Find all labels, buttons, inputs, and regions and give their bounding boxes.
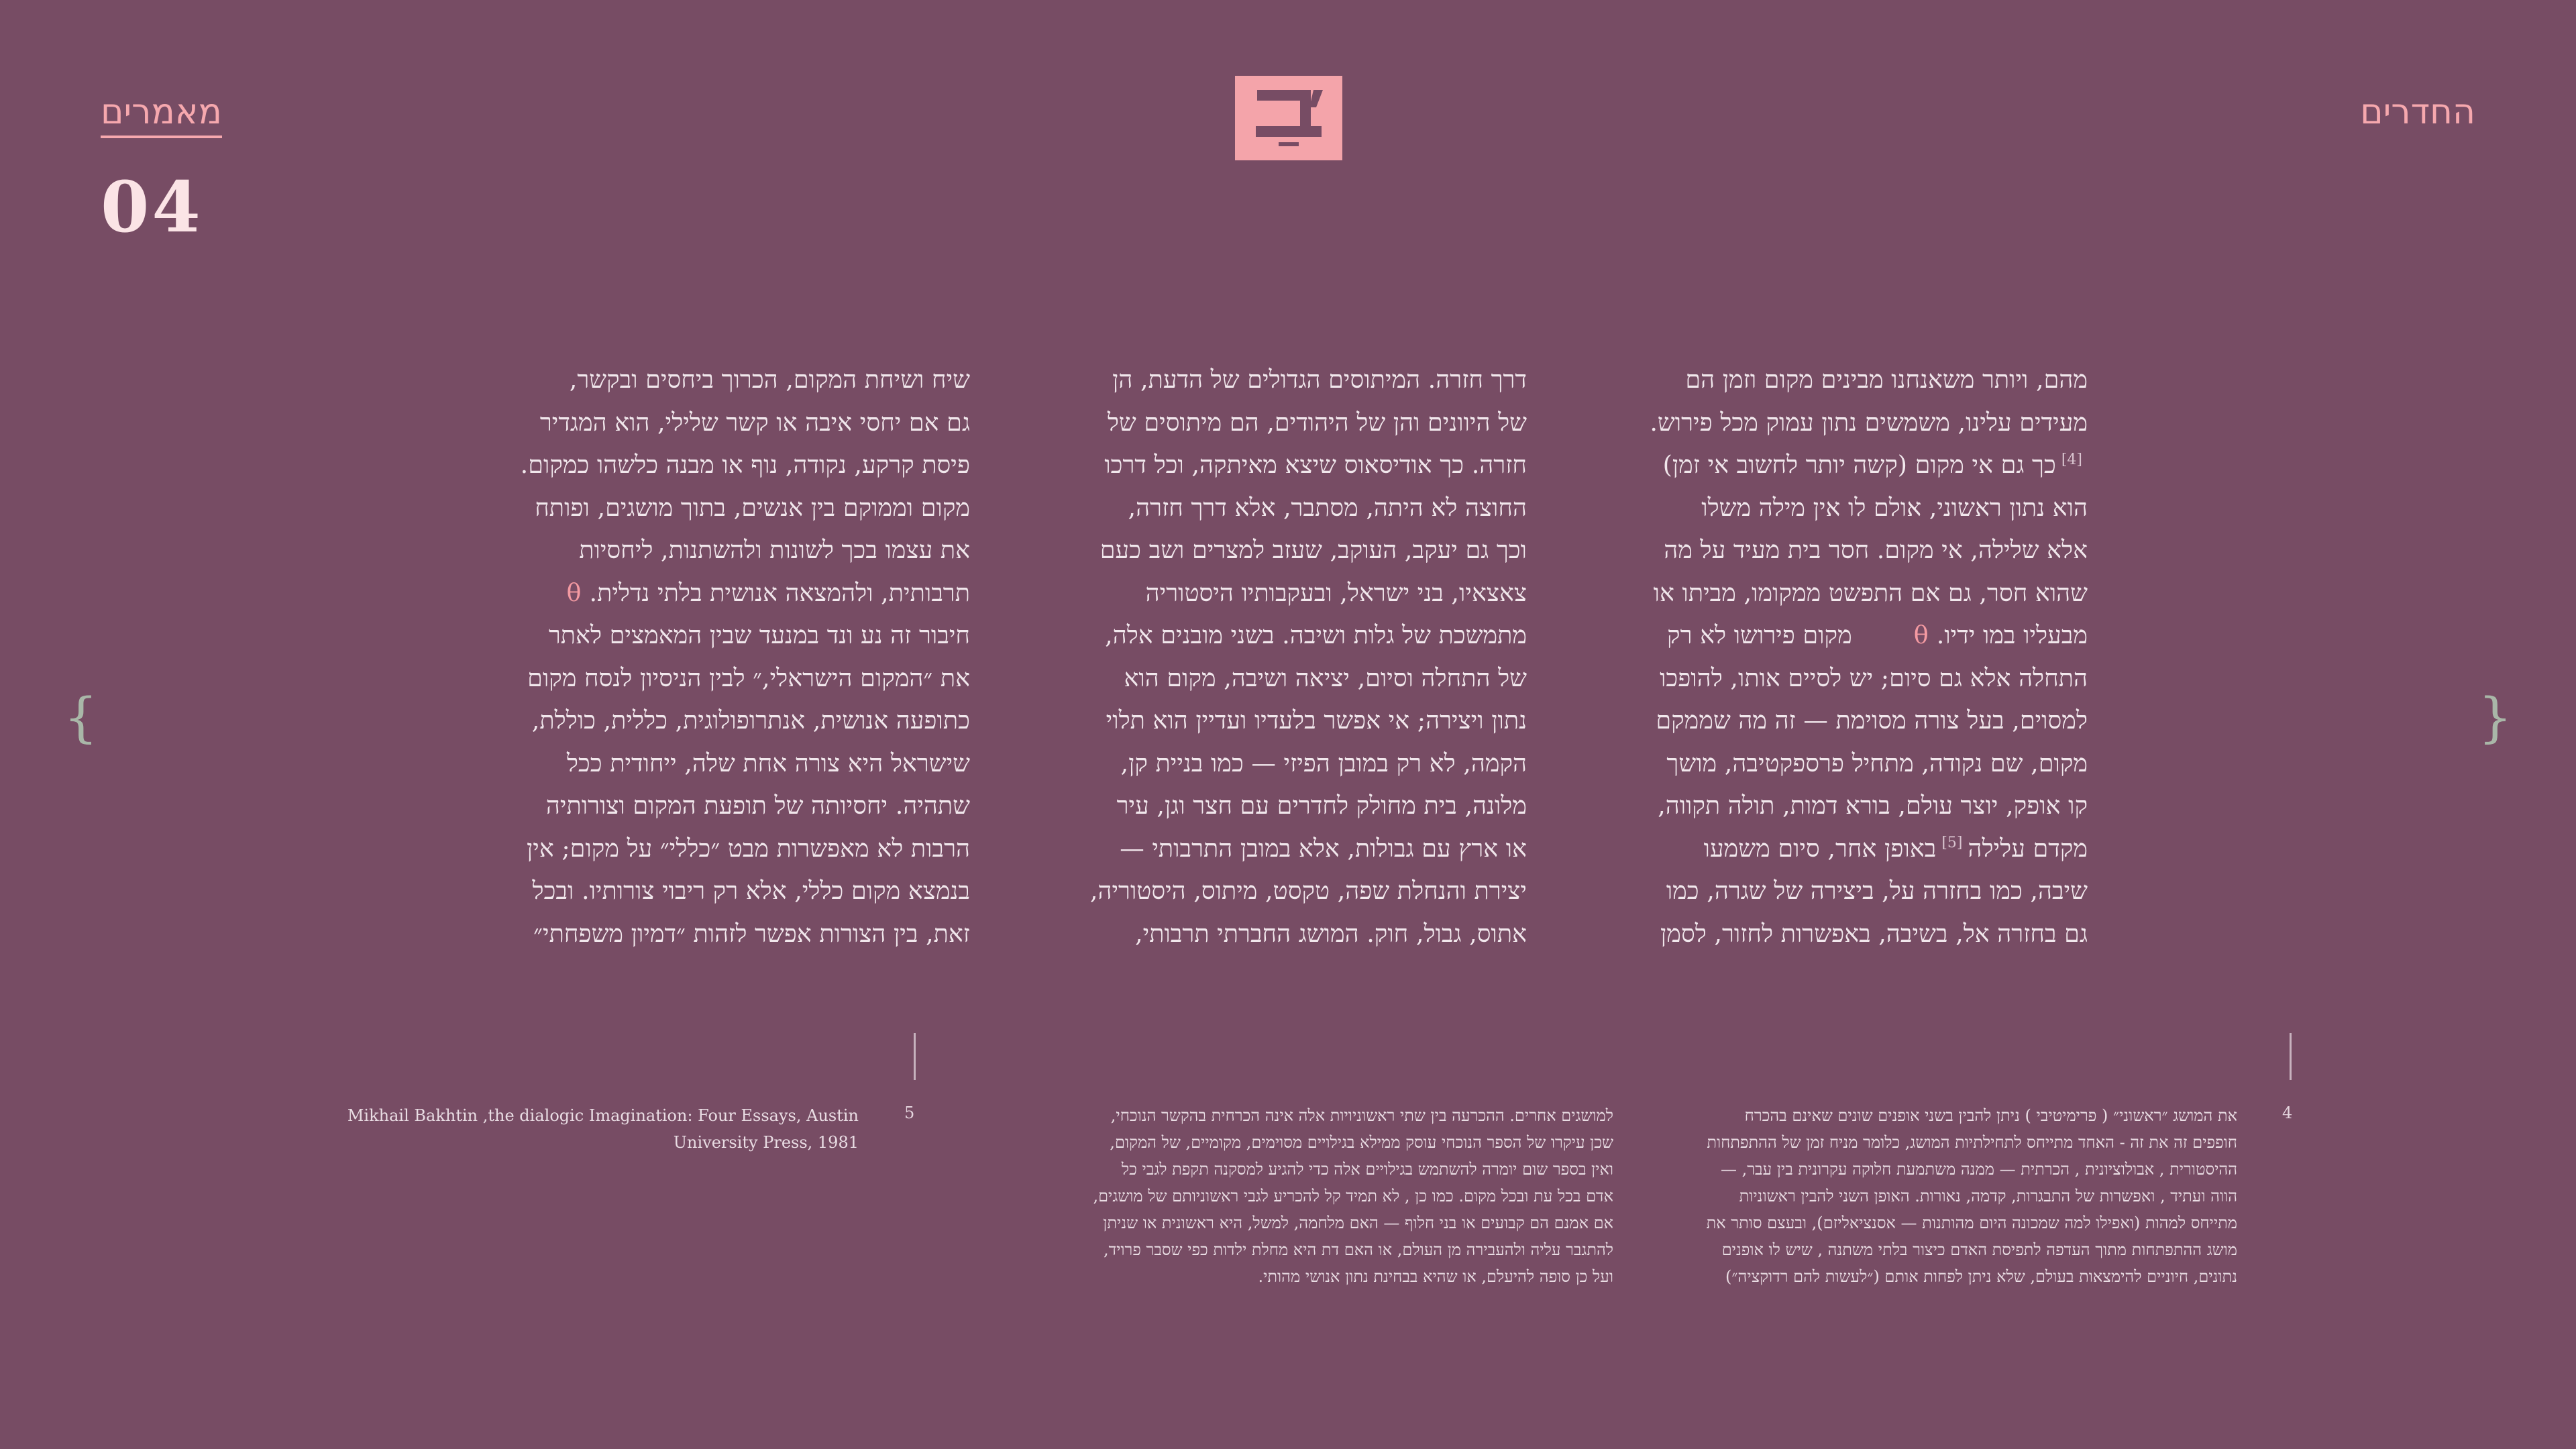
footnote-line: את המושג ״ראשוני״ ( פרימיטיבי ) ניתן להבין בשני אופנים שונים שאינם בהכרח (1744, 1106, 2237, 1125)
text-line: גם אם יחסי איבה או קשר שלילי, הוא המגדיר (539, 407, 970, 437)
bet-glyph-icon (1252, 85, 1326, 152)
text-line: הרבות לא מאפשרות מבט ״כללי״ על מקום; אין (527, 833, 970, 863)
footnote-line: מושג ההתפתחות מתוך העדפה לתפיסת האדם כיצור בלתי משתנה , שיש לו אופנים (1721, 1240, 2237, 1259)
text-column-left (460, 358, 970, 955)
footnote-line: להתגבר עליה ולהעבירה מן העולם, או האם דת היא מחלת ילדות כפי שסבר פרויד, (1103, 1240, 1613, 1259)
text-line: אתוס, גבול, חוק. המושג החברתי תרבותי, (1135, 918, 1527, 948)
text-line: חזרה. כך אודיסאוס שיצא מאיתקה, וכל דרכו (1104, 450, 1527, 479)
page-number: 04 (101, 166, 203, 248)
text-line: למסוים, בעל צורה מסוימת — זה מה שממקם (1656, 706, 2088, 735)
footnote-line: ואין בספר שום יומרה להשתמש בגילויים אלה כדי להגיע למסקנה תקפת לגבי כל (1121, 1160, 1613, 1179)
footnote-4-part-1 (1637, 1102, 2237, 1290)
text-line: מקום, שם נקודה, מתחיל פרספקטיבה, מושך (1666, 748, 2088, 777)
text-line: בנמצא מקום כללי, אלא רק ריבוי צורותיו. ובכל (532, 876, 970, 905)
text-line: [4]כך גם אי מקום (קשה יותר לחשוב אי זמן) (1662, 450, 2082, 479)
text-line: מקום וממוקם בין אנשים, בתוך מושגים, ופותח (535, 492, 970, 522)
text-line: דרך חזרה. המיתוסים הגדולים של הדעת, הן (1112, 365, 1527, 394)
nav-link-articles[interactable]: מאמרים (101, 91, 222, 138)
text-line: של היוונים והן של היהודים, הם מיתוסים של (1107, 407, 1527, 437)
footnote-ref-4[interactable]: [4] (2061, 451, 2082, 468)
text-line: חיבור זה נע ונד במנעד שבין המאמצים לאתר (548, 621, 970, 649)
text-column-middle (1017, 358, 1527, 955)
footnote-line: נתונים, חיוניים להימצאות בעולם, שלא ניתן לפחות אותם (״לעשות להם רדוקציה״) (1725, 1267, 2237, 1286)
text-line: תרבותית, ולהמצאה אנושית בלתי נדלית.θ (566, 578, 970, 607)
footnote-4-part-2 (1036, 1102, 1613, 1290)
text-line: אלא שלילה, אי מקום. חסר בית מעיד על מה (1664, 535, 2088, 564)
text-line: התחלה אלא גם סיום; יש לסיים אותו, להופכו (1660, 663, 2088, 692)
text-line: את עצמו בכך לשונות ולהשתנות, ליחסיות (579, 535, 970, 564)
text-line: מתמשכת של גלות ושיבה. בשני מובנים אלה, (1105, 621, 1527, 649)
text-line: הוא נתון ראשוני, אולם לו אין מילה משלו (1701, 492, 2088, 522)
text-line: כתופעה אנושית, אנתרופולוגית, כללית, כוללת, (531, 706, 970, 735)
text-line: או ארץ עם גבולות, אלא במובן התרבותי — (1120, 833, 1527, 863)
text-line: יצירת והנחלת שפה, טקסט, מיתוס, היסטוריה, (1089, 876, 1527, 905)
next-page-arrow[interactable]: } (2478, 686, 2512, 749)
footnote-line: הווה ועתיד , ואפשרות של התבגרות, קדמה, נאורות. האופן השני להבין ראשוניות (1739, 1187, 2237, 1205)
text-line: זאת, בין הצורות אפשר לזהות ״דמיון משפחתי״ (533, 918, 970, 948)
text-line: שישראל היא צורה אחת שלה, ייחודית ככל (566, 748, 970, 777)
text-line: גם בחזרה אל, בשיבה, באפשרות לחזור, לסמן (1660, 918, 2088, 948)
text-line: קו אופק, יוצר עולם, בורא דמות, תולה תקווה, (1658, 791, 2088, 820)
text-line: שיח ושיחת המקום, הכרוך ביחסים ובקשר, (569, 365, 970, 394)
text-line: פיסת קרקע, נקודה, נוף או מבנה כלשהו כמקום. (520, 450, 970, 479)
text-line: הקמה, לא רק במובן הפיזי — כמו בניית קן, (1120, 748, 1527, 777)
text-line: מבעליו במו ידיו.θמקום פירושו לא רק (1667, 621, 2088, 649)
text-line: מעידים עלינו, משמשים נתון עמוק מכל פירוש. (1650, 407, 2088, 437)
footnote-line: שכן עיקרו של הספר הנוכחי עוסק ממילא בגילויים מסוימים, מקומיים, של המקום, (1110, 1133, 1613, 1152)
footnote-line: חופפים זה את זה - האחד מתייחס לתחילתיות המושג, כלומר מניח זמן של ההתפתחות (1707, 1133, 2237, 1152)
text-line: מלונה, בית מחולק לחדרים עם חצר וגן, עיר (1116, 791, 1527, 820)
text-line: את ״המקום הישראלי,״ לבין הניסיון לנסח מקום (527, 663, 970, 692)
footnote-line: ועל כן סופה להיעלם, או שהיא בבחינת נתון אנושי מהותי. (1258, 1267, 1613, 1286)
footnote-line: Mikhail Bakhtin ,the dialogic Imagination: Four Essays, Austin (347, 1106, 859, 1125)
footnote-line: אם אמנם הם קבועים או בני חלוף — האם מלחמה, למשל, היא ראשונית או שניתן (1103, 1214, 1613, 1232)
footnote-line: University Press, 1981 (673, 1133, 859, 1152)
theta-icon: θ (1913, 621, 1929, 649)
text-line: שתהיה. יחסיותה של תופעת המקום וצורותיה (545, 791, 970, 820)
text-line: שיבה, כמו בחזרה על, ביצירה של שגרה, כמו (1666, 876, 2088, 905)
nav-link-rooms[interactable]: החדרים (2360, 92, 2475, 132)
text-column-right (1578, 358, 2088, 955)
text-line: של התחלה וסיום, יציאה ושיבה, מקום הוא (1124, 663, 1527, 692)
footnote-line: אדם בכל עת ובכל מקום. כמו כן , לא תמיד קל להכריע לגבי ראשוניותם של מושגים, (1093, 1187, 1613, 1205)
footnote-5 (335, 1102, 859, 1156)
text-line: מהם, ויותר משאנחנו מבינים מקום וזמן הם (1685, 365, 2088, 394)
text-line: נתון ויצירה; אי אפשר בלעדיו ועדיין הוא תלוי (1106, 706, 1527, 735)
footnote-ref-5[interactable]: [5] (1941, 835, 1963, 852)
prev-page-arrow[interactable]: { (64, 686, 98, 749)
footnote-line: למושגים אחרים. ההכרעה בין שתי ראשוניויות אלה אינה הכרחית בהקשר הנוכחי, (1110, 1106, 1613, 1125)
bet-logo-icon[interactable] (1235, 76, 1342, 160)
footnote-number-4: 4 (2282, 1104, 2293, 1122)
footnote-divider (2290, 1033, 2292, 1080)
footnote-line: מתייחס למהות (ואפילו למה שמכונה היום מהותנות — אסנציאליזם), ובעצם סותר את (1706, 1214, 2237, 1232)
footnote-divider (914, 1033, 916, 1080)
text-line: צאצאיו, בני ישראל, ובעקבותיו היסטוריה (1145, 578, 1527, 607)
footnote-number-5: 5 (904, 1104, 915, 1122)
text-line: מקדם עלילה[5]באופן אחר, סיום משמעו (1703, 833, 2088, 863)
theta-icon: θ (566, 578, 582, 607)
text-line: החוצה לא היתה, מסתבר, אלא דרך חזרה, (1128, 492, 1527, 522)
footnote-line: ההיסטורית , אבולוציונית , הכרתית — ממנה משתמעת חלוקה עקרונית בין עבר, — (1720, 1160, 2237, 1179)
text-line: וכך גם יעקב, העוקב, שעזב למצרים ושב כעם (1099, 535, 1527, 564)
text-line: שהוא חסר, גם אם התפשט ממקומו, מביתו או (1653, 578, 2088, 607)
